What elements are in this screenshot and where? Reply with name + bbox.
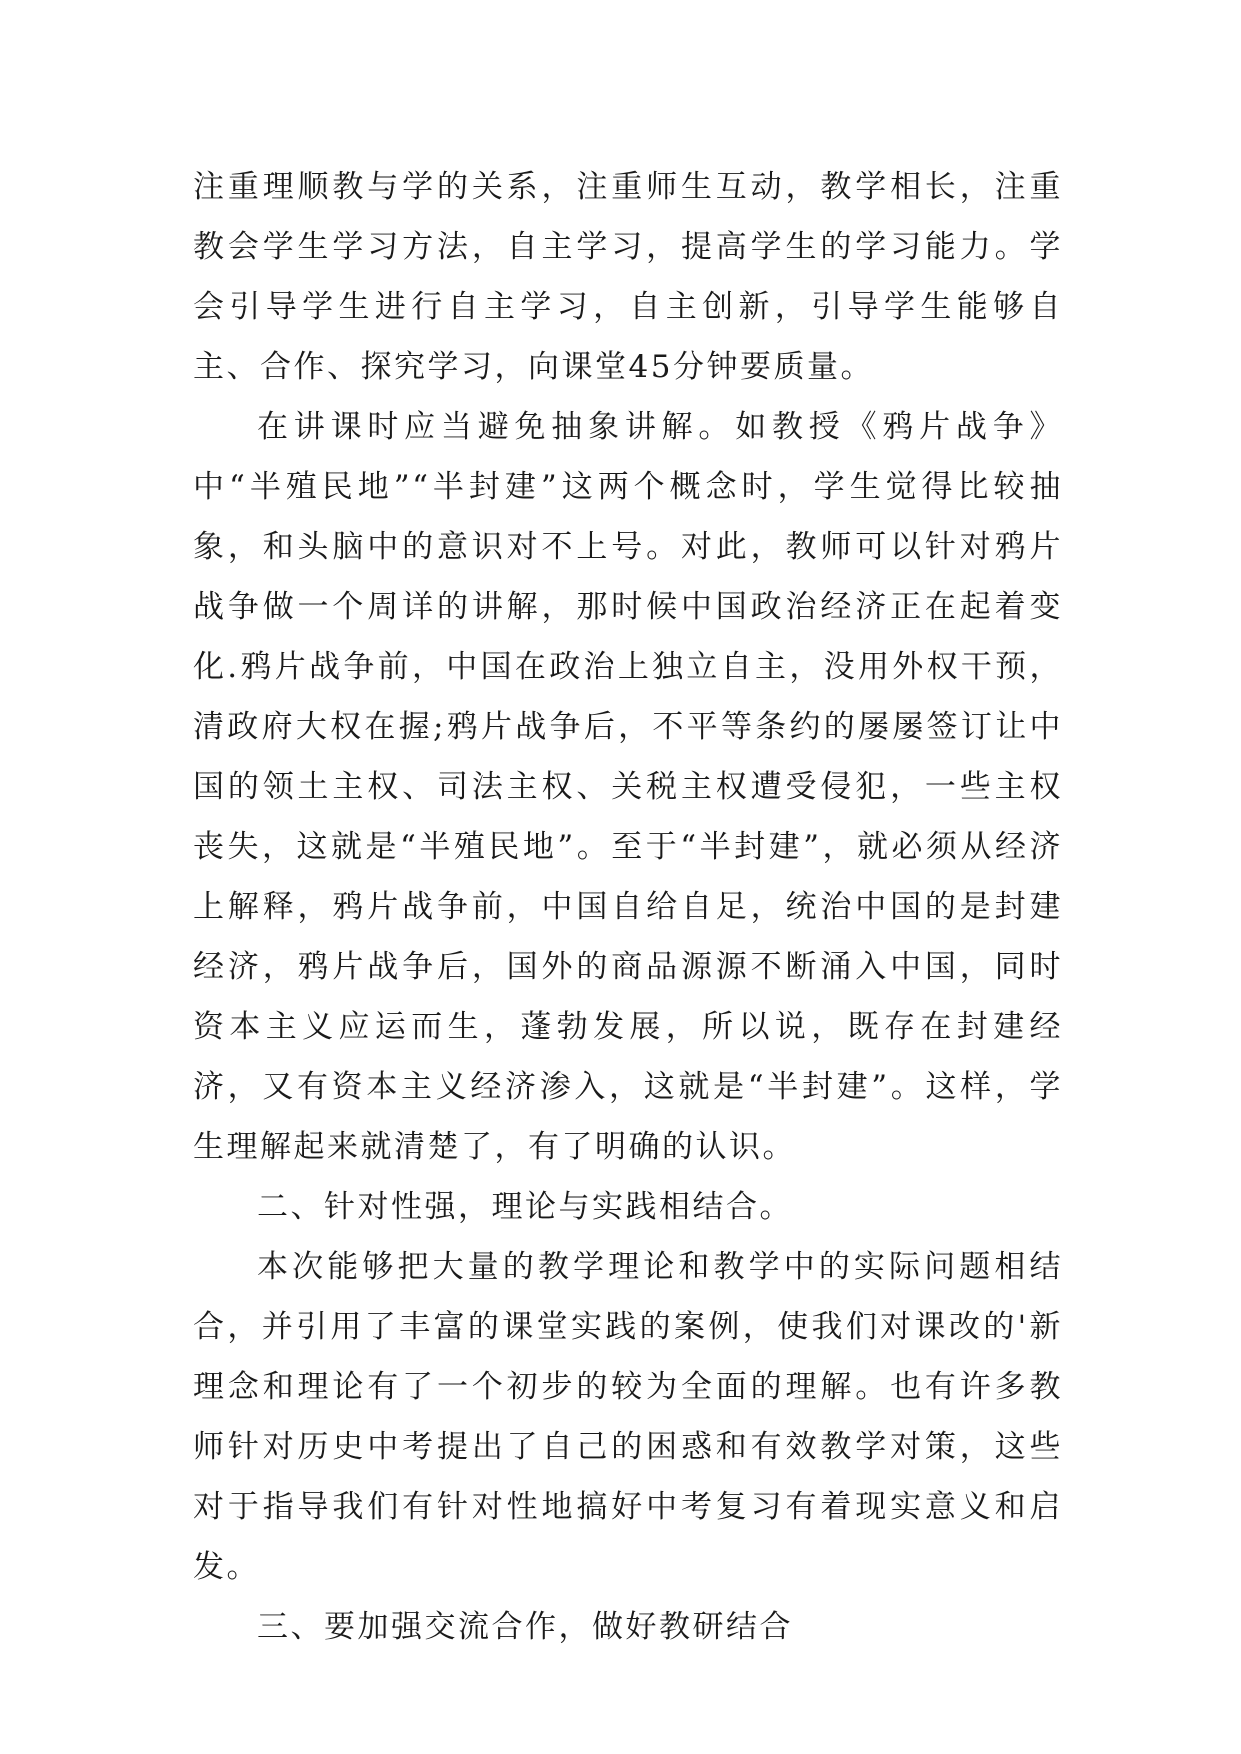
paragraph-theory-practice: 本次能够把大量的教学理论和教学中的实际问题相结合，并引用了丰富的课堂实践的案例，使我们对课改的'新理念和理论有了一个初步的较为全面的理解。也有许多教师针对历史中考提出了自己的困惑和有效教学对策，这些对于指导我们有针对性地搞好中考复习有着现实意义和启发。 <box>193 1249 1063 1585</box>
section-heading-two: 二、针对性强，理论与实践相结合。 <box>257 1189 793 1225</box>
body-text <box>193 157 1063 1657</box>
paragraph-teaching-methods: 注重理顺教与学的关系，注重师生互动，教学相长，注重教会学生学习方法，自主学习，提高学生的学习能力。学会引导学生进行自主学习，自主创新，引导学生能够自主、合作、探究学习，向课堂45分钟要质量。 <box>193 169 1063 385</box>
paragraph-abstract-explanation: 在讲课时应当避免抽象讲解。如教授《鸦片战争》中“半殖民地”“半封建”这两个概念时，学生觉得比较抽象，和头脑中的意识对不上号。对此，教师可以针对鸦片战争做一个周详的讲解，那时候中国政治经济正在起着变化.鸦片战争前，中国在政治上独立自主，没用外权干预，清政府大权在握;鸦片战争后，不平等条约的屡屡签订让中国的领土主权、司法主权、关税主权遭受侵犯，一些主权丧失，这就是“半殖民地”。至于“半封建”，就必须从经济上解释，鸦片战争前，中国自给自足，统治中国的是封建经济，鸦片战争后，国外的商品源源不断涌入中国，同时资本主义应运而生，蓬勃发展，所以说，既存在封建经济，又有资本主义经济渗入，这就是“半封建”。这样，学生理解起来就清楚了，有了明确的认识。 <box>193 409 1063 1165</box>
section-heading-three: 三、要加强交流合作，做好教研结合 <box>257 1609 793 1645</box>
